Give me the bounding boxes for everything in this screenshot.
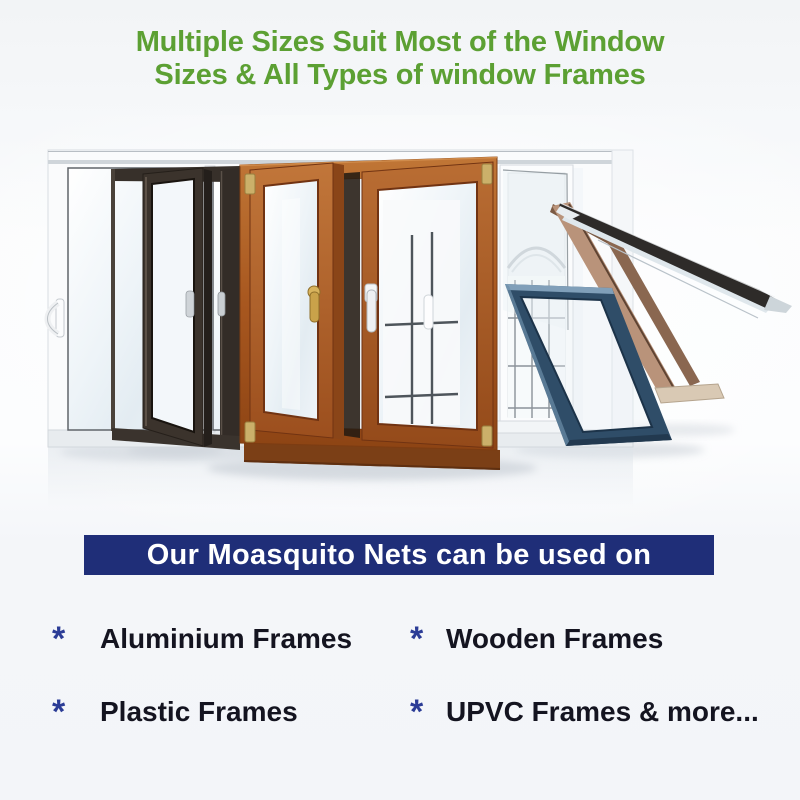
asterisk-bullet-icon: *	[410, 693, 424, 731]
wooden-casement-window	[240, 157, 500, 470]
feature-aluminium-frames	[52, 620, 353, 658]
feature-upvc-frames	[410, 693, 759, 731]
wooden-left-sash	[250, 163, 344, 440]
page-title-line1: Multiple Sizes Suit Most of the Window	[135, 26, 665, 58]
feature-label: Wooden Frames	[446, 623, 664, 654]
wooden-right-sash	[362, 162, 493, 448]
feature-plastic-frames	[52, 693, 298, 731]
windows-illustration	[0, 115, 800, 535]
feature-wooden-frames	[410, 620, 664, 658]
wooden-right-sash-handle	[365, 284, 377, 332]
wooden-left-sash-handle	[308, 286, 320, 322]
section-banner-text: Our Moasquito Nets can be used on	[146, 539, 652, 571]
section-banner	[84, 535, 714, 575]
feature-label: UPVC Frames & more...	[446, 696, 759, 727]
asterisk-bullet-icon: *	[410, 620, 424, 658]
page-title	[0, 26, 800, 92]
feature-label: Plastic Frames	[100, 696, 298, 727]
asterisk-bullet-icon: *	[52, 620, 66, 658]
feature-label: Aluminium Frames	[100, 623, 353, 654]
page-title-line2: Sizes & All Types of window Frames	[154, 59, 646, 91]
asterisk-bullet-icon: *	[52, 693, 66, 731]
